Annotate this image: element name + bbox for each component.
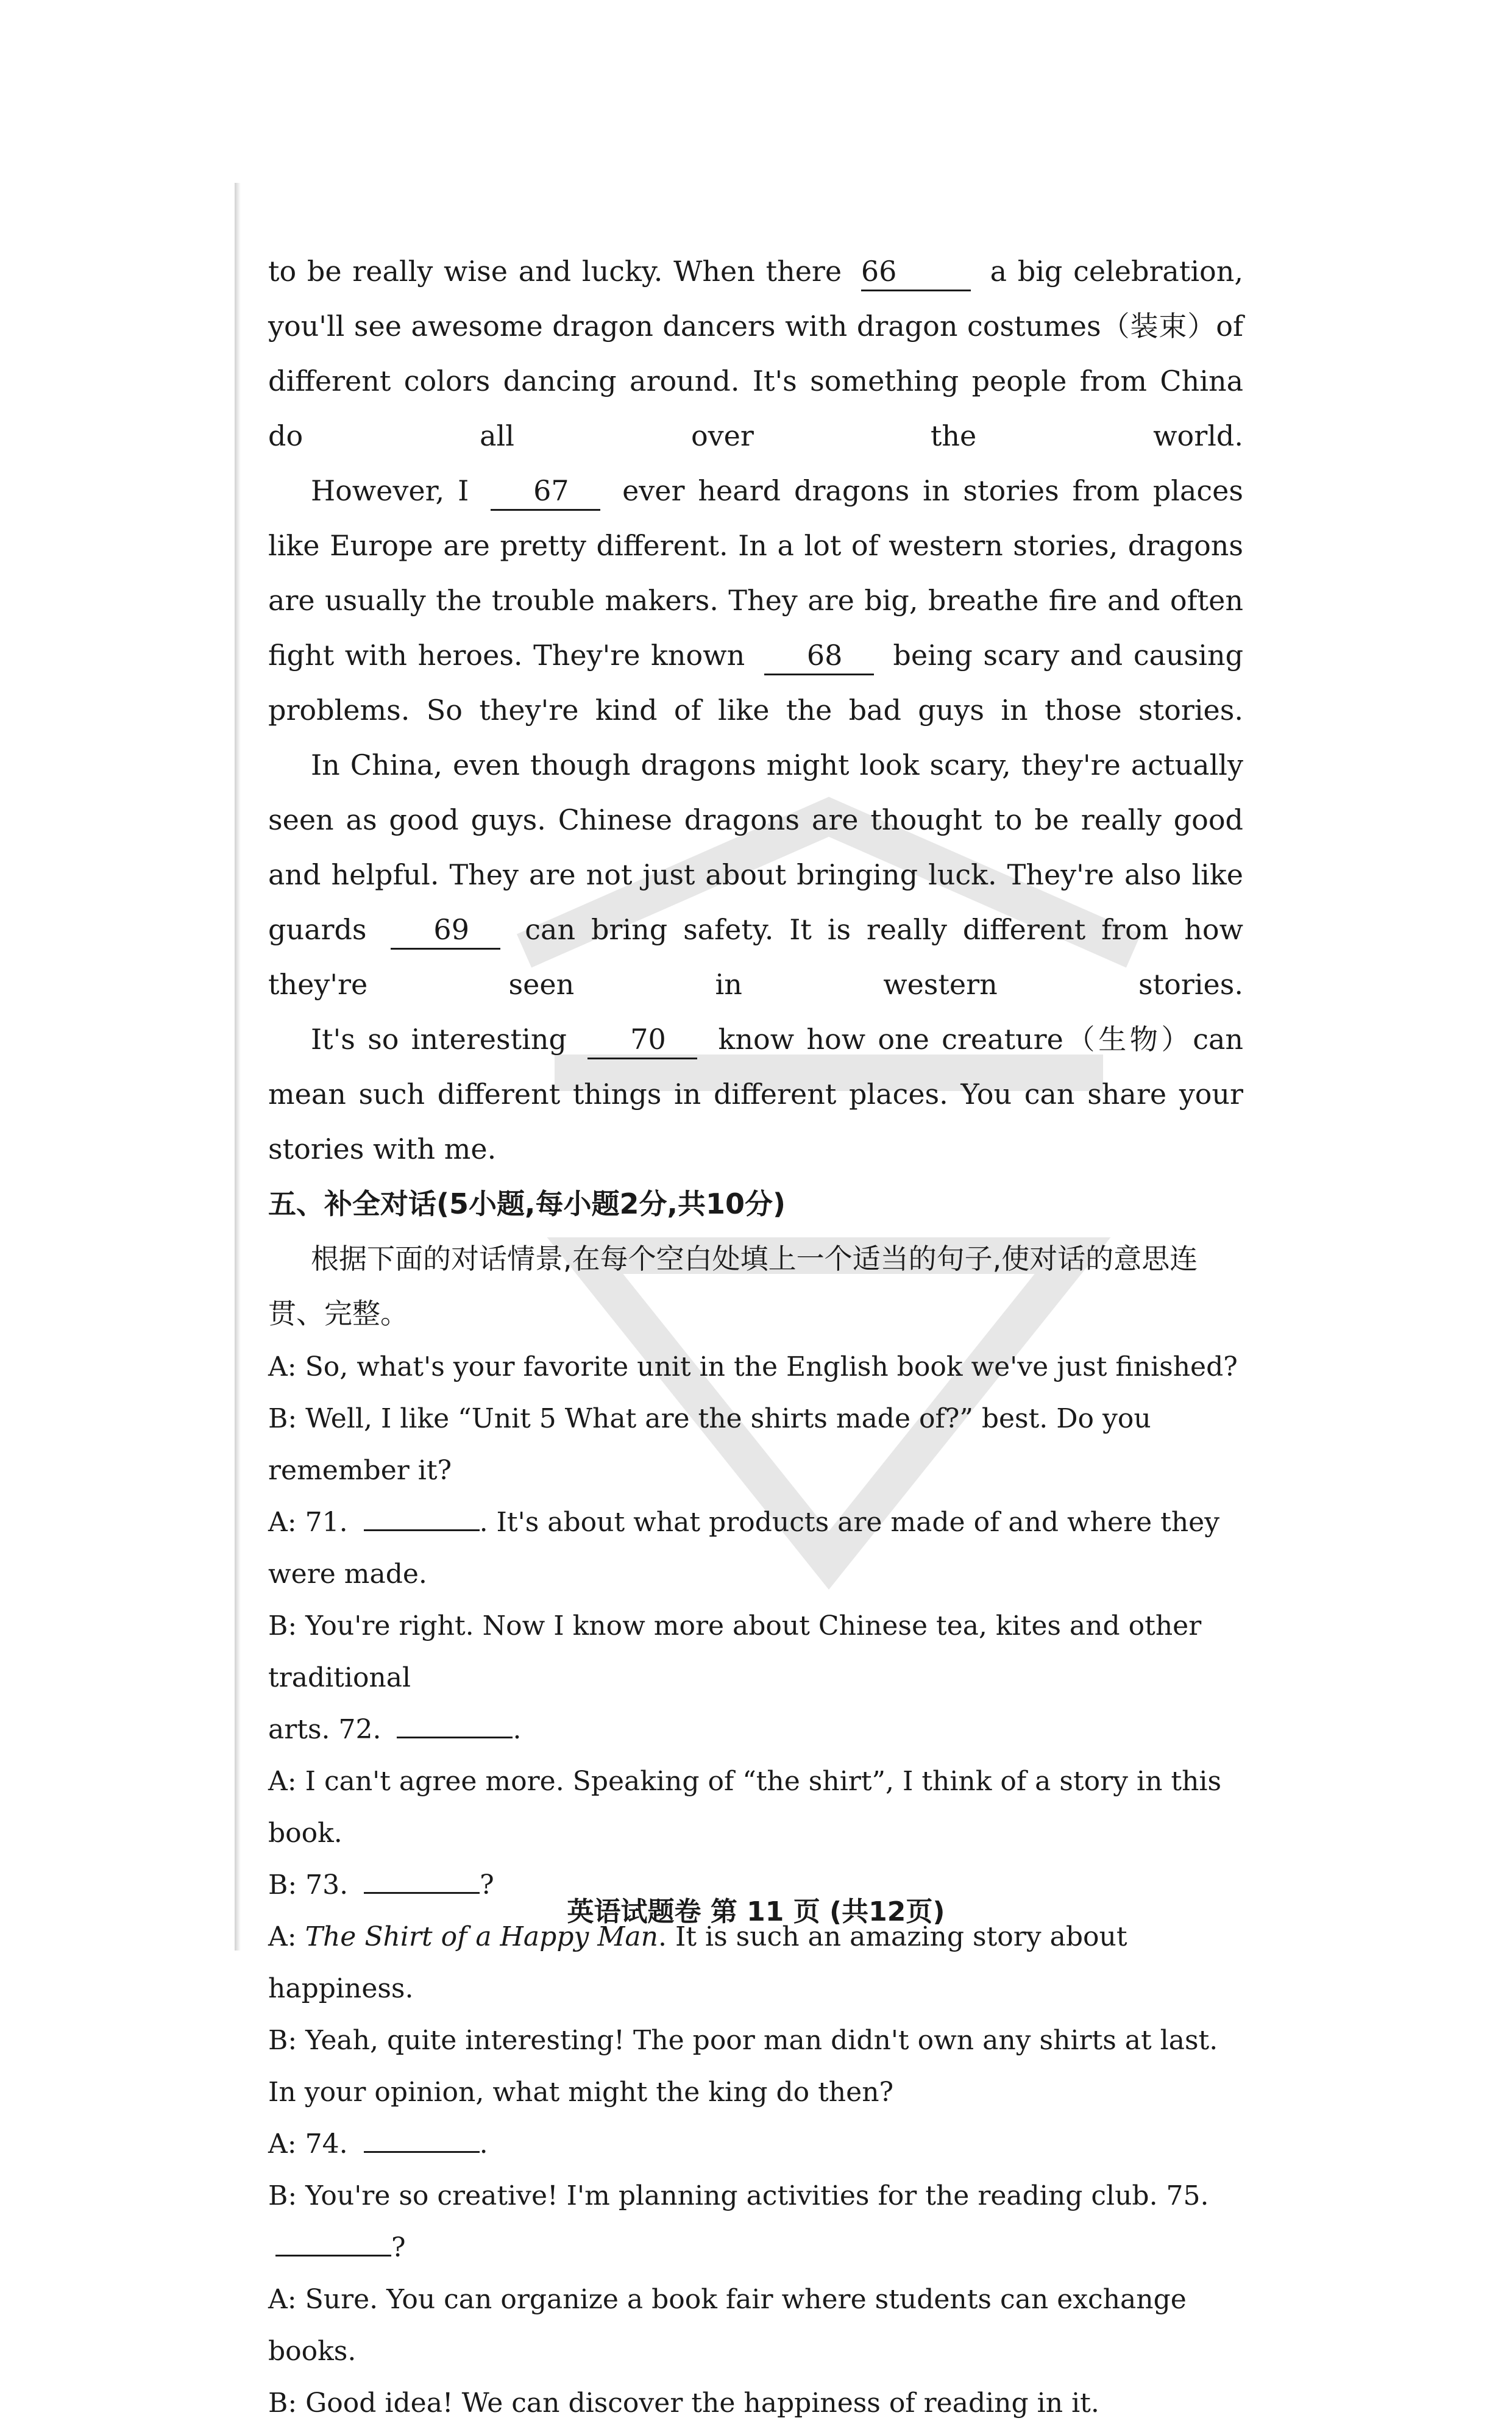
text-segment: A: 71. <box>268 1507 348 1538</box>
book-title: The Shirt of a Happy Man <box>305 1921 658 1952</box>
text-segment: ? <box>391 2232 406 2263</box>
answer-blank-71[interactable] <box>364 1529 480 1531</box>
page-fold-shadow <box>235 183 241 1951</box>
text-segment: . <box>513 1714 522 1745</box>
dialogue-line-4b <box>268 1704 1243 1755</box>
section-title: 五、补全对话(5小题,每小题2分,共10分) <box>268 1187 786 1220</box>
text-segment: B: You're so creative! I'm planning activities for the reading club. 75. <box>268 2180 1209 2211</box>
reading-paragraph-2 <box>268 463 1243 738</box>
blank-68[interactable]: 68 <box>764 637 874 675</box>
text-segment: A: 74. <box>268 2128 348 2160</box>
text-segment: know how one creature（生物）can mean such different things in different places. You can share your stories with me. <box>268 1023 1244 1165</box>
text-segment: A: <box>268 1921 297 1952</box>
blank-69[interactable]: 69 <box>391 911 500 950</box>
blank-67[interactable]: 67 <box>491 472 600 511</box>
dialogue-line-12: B: Good idea! We can discover the happiness of reading in it. <box>268 2388 1099 2419</box>
dialogue-line-10 <box>268 2170 1243 2274</box>
reading-paragraph-3 <box>268 738 1243 1012</box>
text-segment: ? <box>480 1869 494 1901</box>
text-segment: It's so interesting <box>311 1023 567 1056</box>
text-segment: can bring safety. It is really different from how they're seen in western stories. <box>268 913 1243 1001</box>
answer-blank-72[interactable] <box>397 1737 513 1738</box>
text-segment: In China, even though dragons might look scary, they're actually seen as good guys. Chinese dragons are thought to be really good and helpful. They are not just about bringing luck. They're also like guards <box>268 749 1243 946</box>
text-segment: a big celebration, you'll see awesome dragon dancers with dragon costumes（装束）of different colors dancing around. It's something people from China do all over the world. <box>268 255 1244 452</box>
dialogue-line-1: A: So, what's your favorite unit in the English book we've just finished? <box>268 1351 1238 1382</box>
dialogue-line-11: A: Sure. You can organize a book fair where students can exchange books. <box>268 2284 1187 2367</box>
text-segment: ever heard dragons in stories from places like Europe are pretty different. In a lot of western stories, dragons are usually the trouble makers. They are big, breathe fire and often fight with heroes. They're known <box>268 474 1243 672</box>
dialogue-line-9 <box>268 2118 1243 2170</box>
text-segment: arts. 72. <box>268 1714 382 1745</box>
reading-paragraph-1 <box>268 244 1243 463</box>
text-segment: to be really wise and lucky. When there <box>268 255 842 288</box>
text-segment: B: 73. <box>268 1869 349 1901</box>
reading-paragraph-4 <box>268 1012 1243 1176</box>
page-footer: 英语试题卷 第 11 页 (共12页) <box>567 1896 945 1927</box>
page-content <box>268 244 1243 2429</box>
answer-blank-74[interactable] <box>364 2151 480 2153</box>
dialogue-line-3 <box>268 1496 1243 1600</box>
blank-70[interactable]: 70 <box>587 1021 697 1059</box>
dialogue-line-2: B: Well, I like “Unit 5 What are the shirts made of?” best. Do you remember it? <box>268 1403 1151 1486</box>
dialogue-line-5: A: I can't agree more. Speaking of “the shirt”, I think of a story in this book. <box>268 1766 1222 1849</box>
text-segment: . It's about what products are made of and where they were made. <box>268 1507 1220 1590</box>
text-segment: However, I <box>311 474 469 507</box>
blank-66[interactable]: 66 <box>861 253 971 291</box>
text-segment: . It is such an amazing story about happiness. <box>268 1921 1127 2004</box>
text-segment: . <box>479 2128 488 2160</box>
dialogue-line-4: B: You're right. Now I know more about Chinese tea, kites and other traditional <box>268 1610 1202 1693</box>
section-instruction: 根据下面的对话情景,在每个空白处填上一个适当的句子,使对话的意思连贯、完整。 <box>268 1242 1198 1330</box>
text-segment: being scary and causing problems. So they're kind of like the bad guys in those stories. <box>268 639 1244 727</box>
dialogue-line-8: B: Yeah, quite interesting! The poor man didn't own any shirts at last. In your opinion, what might the king do then? <box>268 2025 1218 2108</box>
answer-blank-75[interactable] <box>275 2255 391 2257</box>
